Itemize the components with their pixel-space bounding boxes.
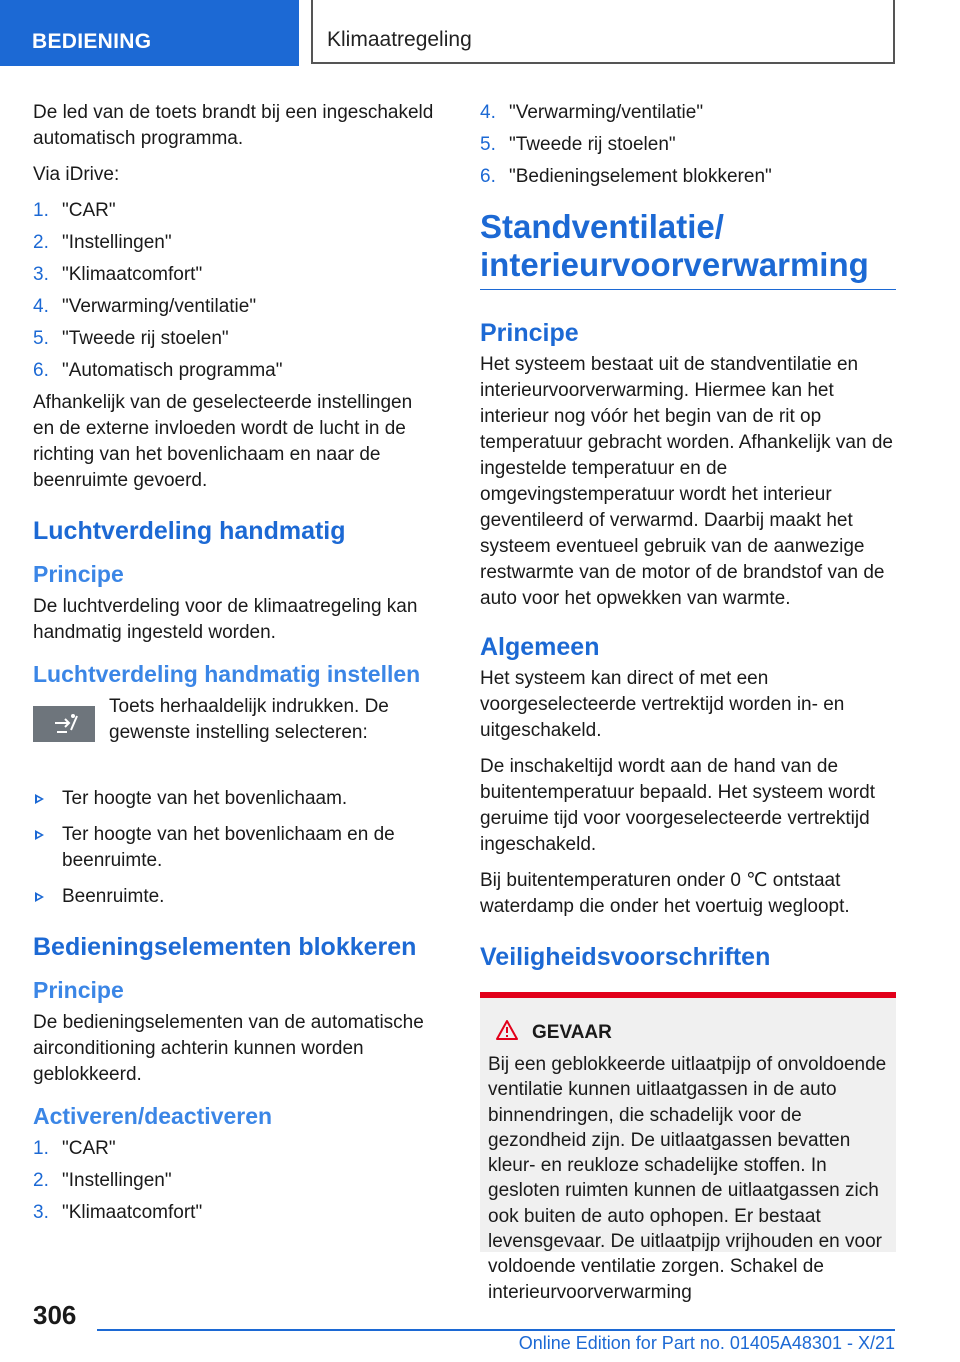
algemeen-paragraph: Bij buitentemperaturen onder 0 ℃ ontstaat waterdamp die onder het voertuig wegloopt. [480,870,850,917]
right-column [480,100,896,1303]
lock-steps-list-cont [480,100,896,190]
step-number: 6. [480,166,496,187]
heading-line: Standventilatie/ [480,208,724,245]
footer-divider [97,1329,895,1331]
list-item [480,164,896,190]
option-text: Beenruimte. [62,886,165,907]
step-number: 2. [33,232,49,253]
algemeen-paragraph: Het systeem kan direct of met een voorgeselecteerde vertrektijd worden in- en uitgeschakeld. [480,668,845,741]
step-number: 1. [33,200,49,221]
option-text: Ter hoogte van het bovenlichaam. [62,788,348,809]
list-item [33,358,437,384]
step-text: "CAR" [62,1138,116,1159]
page-header [0,0,960,66]
step-text: "Tweede rij stoelen" [509,134,676,155]
section-tab: BEDIENING [0,0,299,66]
step-text: "Klimaatcomfort" [62,1202,203,1223]
step-text: "Verwarming/ventilatie" [509,102,704,123]
lock-steps-list [33,1136,437,1226]
via-idrive-label: Via iDrive: [33,164,120,185]
left-column [33,100,437,1232]
step-text: "Instellingen" [62,1170,172,1191]
heading-standventilatie [480,208,896,290]
heading-luchtverdeling: Luchtverdeling handmatig [33,517,346,545]
list-item [33,1200,437,1226]
chapter-title: Klimaatregeling [311,0,895,64]
idrive-steps-list [33,198,437,384]
principe-paragraph: De bedieningselementen van de automatische airconditioning achterin kunnen worden geblokkeerd. [33,1012,424,1085]
principe-paragraph: Het systeem bestaat uit de standventilatie en interieurvoorverwarming. Hiermee kan het interieur nog vóór het begin van de rit op temperatuur gebracht worden. Afhankelijk van de ingestelde temperatuur en de omgevingstemperatuur wordt het interieur geventileerd of verwarmd. Daarbij maakt het systeem eventueel gebruik van de aanwezige restwarmte van de motor of de brandstof van de auto voor het opwekken van warmte. [480,354,893,609]
step-number: 4. [480,102,496,123]
heading-line: interieurvoorverwarming [480,246,869,283]
list-item [480,100,896,126]
step-number: 3. [33,264,49,285]
heading-veiligheid: Veiligheidsvoorschriften [480,943,771,971]
step-number: 6. [33,360,49,381]
step-number: 1. [33,1138,49,1159]
led-paragraph: De led van de toets brandt bij een ingeschakeld automatisch programma. [33,102,434,149]
heading-instellen: Luchtverdeling handmatig instellen [33,661,421,687]
step-number: 3. [33,1202,49,1223]
list-item [33,230,437,256]
list-item [33,822,437,874]
button-instruction [33,694,437,770]
air-direction-paragraph: Afhankelijk van de geselecteerde instellingen en de externe invloeden wordt de lucht in de richting van het bovenlichaam en naar de beenruimte gevoerd. [33,392,413,491]
button-instruction-text: Toets herhaaldelijk indrukken. De gewenste instelling selecteren: [109,696,389,743]
list-item [33,786,437,812]
heading-activeren: Activeren/deactiveren [33,1103,273,1129]
step-text: "Tweede rij stoelen" [62,328,229,349]
footer-edition: Online Edition for Part no. 01405A48301 - X/21 [518,1333,895,1353]
step-text: "CAR" [62,200,116,221]
step-number: 2. [33,1170,49,1191]
step-text: "Automatisch programma" [62,360,283,381]
list-item [33,1168,437,1194]
warning-title: GEVAAR [532,1022,612,1043]
step-number: 5. [33,328,49,349]
list-item [33,326,437,352]
option-text: Ter hoogte van het bovenlichaam en de beenruimte. [62,824,395,871]
danger-warning-box [480,992,896,1303]
triangle-bullet-icon [35,892,44,902]
list-item [33,198,437,224]
heading-principe: Principe [33,977,124,1003]
triangle-bullet-icon [35,830,44,840]
page-number: 306 [33,1300,77,1330]
warning-text: Bij een geblokkeerde uitlaatpijp of onvoldoende ventilatie kunnen uitlaatgassen in de auto binnendringen, die schadelijk voor de gezondheid zijn. De uitlaatgassen bevatten kleur- en reukloze schadelijke stoffen. In gesloten ruimten kunnen de uitlaatgassen zich ook buiten de auto ophopen. Er bestaat levensgevaar. De uitlaatpijp vrijhouden en voor voldoende ventilatie zorgen. Schakel de interieurvoorverwarming [488,1054,887,1303]
step-number: 4. [33,296,49,317]
air-options-list [33,786,437,910]
triangle-bullet-icon [35,794,44,804]
heading-algemeen: Algemeen [480,633,600,661]
heading-principe: Principe [480,319,579,347]
warning-triangle-icon [496,1020,518,1048]
step-number: 5. [480,134,496,155]
step-text: "Instellingen" [62,232,172,253]
list-item [33,884,437,910]
warning-heading [488,1020,888,1048]
list-item [33,262,437,288]
list-item [480,132,896,158]
step-text: "Bedieningselement blokkeren" [509,166,772,187]
air-distribution-button-icon [33,706,95,742]
algemeen-paragraph: De inschakeltijd wordt aan de hand van de buitentemperatuur bepaald. Het systeem wordt geruime tijd voor voorgeselecteerde vertrektijd ingeschakeld. [480,756,875,855]
heading-blokkeren: Bedieningselementen blokkeren [33,933,417,961]
heading-principe: Principe [33,561,124,587]
principe-paragraph: De luchtverdeling voor de klimaatregeling kan handmatig ingesteld worden. [33,596,418,643]
list-item [33,1136,437,1162]
list-item [33,294,437,320]
step-text: "Klimaatcomfort" [62,264,203,285]
step-text: "Verwarming/ventilatie" [62,296,257,317]
